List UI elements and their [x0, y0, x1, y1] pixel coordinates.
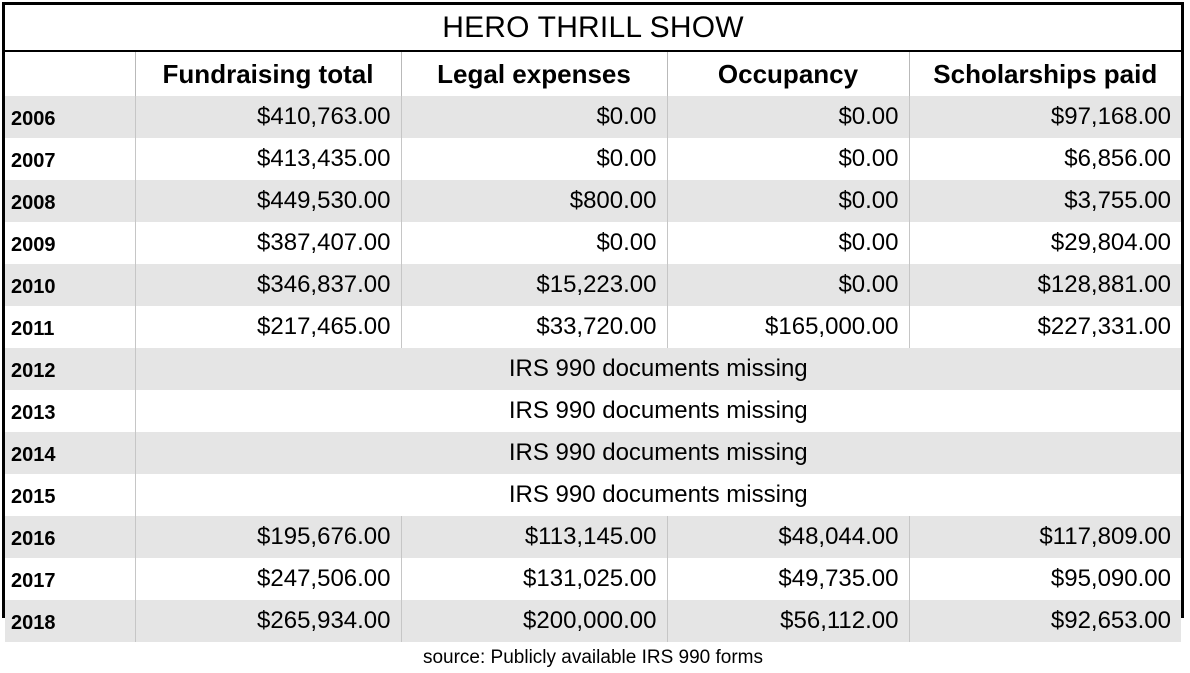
scholarships-cell: $3,755.00	[909, 180, 1181, 222]
legal-cell: $200,000.00	[401, 600, 667, 642]
occupancy-cell: $48,044.00	[667, 516, 909, 558]
occupancy-cell: $165,000.00	[667, 306, 909, 348]
scholarships-cell: $95,090.00	[909, 558, 1181, 600]
year-cell: 2010	[5, 264, 135, 306]
fundraising-cell: $410,763.00	[135, 96, 401, 138]
legal-cell: $33,720.00	[401, 306, 667, 348]
table-row	[5, 390, 1181, 432]
occupancy-cell: $0.00	[667, 96, 909, 138]
table-row	[5, 432, 1181, 474]
table-row	[5, 264, 1181, 306]
scholarships-cell: $97,168.00	[909, 96, 1181, 138]
header-row	[5, 52, 1181, 96]
year-cell: 2012	[5, 348, 135, 390]
missing-note-cell: IRS 990 documents missing	[135, 348, 1181, 390]
year-cell: 2013	[11, 401, 56, 424]
legal-cell: $800.00	[401, 180, 667, 222]
fundraising-cell: $346,837.00	[135, 264, 401, 306]
occupancy-cell: $0.00	[667, 138, 909, 180]
table-row	[5, 222, 1181, 264]
table-title: HERO THRILL SHOW	[5, 5, 1181, 52]
year-cell: 2008	[5, 180, 135, 222]
year-cell: 2009	[11, 233, 56, 256]
year-cell: 2017	[11, 569, 56, 592]
fundraising-cell: $217,465.00	[135, 306, 401, 348]
header-fundraising: Fundraising total	[135, 52, 401, 96]
legal-cell: $131,025.00	[401, 558, 667, 600]
source-note: source: Publicly available IRS 990 forms	[422, 646, 764, 668]
year-cell: 2015	[11, 485, 56, 508]
year-cell: 2018	[5, 600, 135, 642]
table-row	[5, 600, 1181, 642]
year-cell: 2014	[5, 432, 135, 474]
scholarships-cell: $227,331.00	[909, 306, 1181, 348]
occupancy-cell: $56,112.00	[667, 600, 909, 642]
year-cell: 2006	[5, 96, 135, 138]
header-occupancy: Occupancy	[667, 52, 909, 96]
fundraising-cell: $449,530.00	[135, 180, 401, 222]
fundraising-cell: $413,435.00	[135, 138, 401, 180]
legal-cell: $15,223.00	[401, 264, 667, 306]
fundraising-cell: $247,506.00	[135, 558, 401, 600]
scholarships-cell: $92,653.00	[909, 600, 1181, 642]
table-frame	[2, 2, 1184, 668]
table-row	[5, 306, 1181, 348]
occupancy-cell: $0.00	[667, 222, 909, 264]
occupancy-cell: $0.00	[667, 264, 909, 306]
table-row	[5, 474, 1181, 516]
legal-cell: $0.00	[401, 138, 667, 180]
fundraising-cell: $265,934.00	[135, 600, 401, 642]
year-cell: 2011	[11, 317, 55, 340]
data-table	[5, 52, 1181, 642]
occupancy-cell: $49,735.00	[667, 558, 909, 600]
year-cell: 2016	[5, 516, 135, 558]
missing-note-cell: IRS 990 documents missing	[135, 390, 1181, 432]
year-cell: 2007	[11, 149, 56, 172]
scholarships-cell: $6,856.00	[909, 138, 1181, 180]
legal-cell: $0.00	[401, 222, 667, 264]
legal-cell: $0.00	[401, 96, 667, 138]
table-row	[5, 180, 1181, 222]
table-row	[5, 558, 1181, 600]
table-row	[5, 516, 1181, 558]
fundraising-cell: $387,407.00	[135, 222, 401, 264]
scholarships-cell: $29,804.00	[909, 222, 1181, 264]
header-year	[5, 52, 135, 96]
fundraising-cell: $195,676.00	[135, 516, 401, 558]
table-row	[5, 138, 1181, 180]
table-row	[5, 348, 1181, 390]
header-scholarships: Scholarships paid	[909, 52, 1181, 96]
table-body	[5, 96, 1181, 642]
header-legal: Legal expenses	[401, 52, 667, 96]
scholarships-cell: $128,881.00	[909, 264, 1181, 306]
occupancy-cell: $0.00	[667, 180, 909, 222]
missing-note-cell: IRS 990 documents missing	[135, 432, 1181, 474]
scholarships-cell: $117,809.00	[909, 516, 1181, 558]
missing-note-cell: IRS 990 documents missing	[135, 474, 1181, 516]
legal-cell: $113,145.00	[401, 516, 667, 558]
table-row	[5, 96, 1181, 138]
